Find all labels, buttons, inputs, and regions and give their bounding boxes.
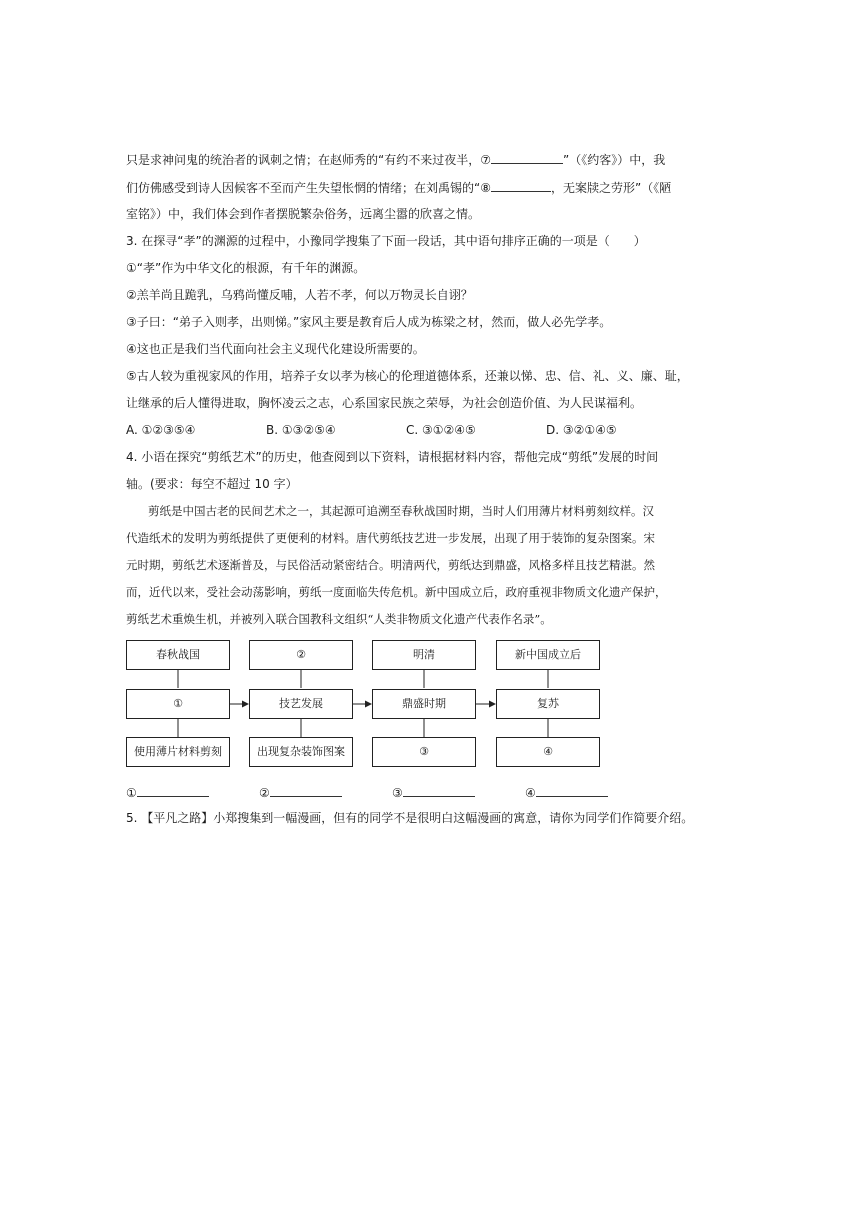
answer-1-blank[interactable] bbox=[137, 785, 209, 797]
q3-option-c[interactable]: C. ③①②④⑤ bbox=[406, 423, 476, 437]
q4-stem-2: 轴。(要求：每空不超过 10 字） bbox=[126, 477, 298, 491]
answer-4-blank[interactable] bbox=[536, 785, 608, 797]
q3-stem: 3. 在探寻“孝”的渊源的过程中，小豫同学搜集了下面一段话，其中语句排序正确的一项是（ ） bbox=[126, 234, 646, 248]
timeline-stage-2: 技艺发展 bbox=[249, 689, 353, 719]
timeline-stage-3: 鼎盛时期 bbox=[372, 689, 476, 719]
q3-sentence-2: ②羔羊尚且跪乳，乌鸦尚懂反哺，人若不孝，何以万物灵长自诩？ bbox=[126, 288, 473, 302]
timeline-detail-3[interactable]: ③ bbox=[372, 737, 476, 767]
answer-3-label: ③ bbox=[392, 786, 403, 800]
answer-2[interactable] bbox=[259, 785, 342, 800]
q2-line-2-a: 们仿佛感受到诗人因候客不至而产生失望怅惘的情绪；在刘禹锡的“⑧ bbox=[126, 181, 491, 195]
q2-line-1-b: ”（《约客》）中，我 bbox=[562, 153, 666, 167]
answer-2-label: ② bbox=[259, 786, 270, 800]
answer-4-label: ④ bbox=[525, 786, 536, 800]
q4-material-1: 剪纸是中国古老的民间艺术之一，其起源可追溯至春秋战国时期，当时人们用薄片材料剪刻纹样。汉 bbox=[148, 504, 654, 518]
timeline-detail-2: 出现复杂装饰图案 bbox=[249, 737, 353, 767]
timeline-detail-1: 使用薄片材料剪刻 bbox=[126, 737, 230, 767]
q4-material-4: 而，近代以来，受社会动荡影响，剪纸一度面临失传危机。新中国成立后，政府重视非物质文化遗产保护， bbox=[126, 585, 667, 599]
q3-sentence-3: ③子曰：“弟子入则孝，出则悌。”家风主要是教育后人成为栋梁之材，然而，做人必先学孝。 bbox=[126, 315, 612, 329]
q3-option-d[interactable]: D. ③②①④⑤ bbox=[546, 423, 617, 437]
answer-1[interactable] bbox=[126, 785, 209, 800]
q2-line-2-b: ，无案牍之劳形”（《陋 bbox=[550, 181, 672, 195]
timeline-detail-4[interactable]: ④ bbox=[496, 737, 600, 767]
answer-3-blank[interactable] bbox=[403, 785, 475, 797]
q4-stem-1: 4. 小语在探究“剪纸艺术”的历史，他查阅到以下资料，请根据材料内容，帮他完成“剪纸”发展的时间 bbox=[126, 450, 659, 464]
q3-sentence-5a: ⑤古人较为重视家风的作用，培养子女以孝为核心的伦理道德体系，还兼以悌、忠、信、礼、义、廉、耻， bbox=[126, 369, 689, 383]
q4-material-2: 代造纸术的发明为剪纸提供了更便利的材料。唐代剪纸技艺进一步发展，出现了用于装饰的复杂图案。宋 bbox=[126, 531, 655, 545]
q4-material-3: 元时期，剪纸艺术逐渐普及，与民俗活动紧密结合。明清两代，剪纸达到鼎盛，风格多样且技艺精湛。然 bbox=[126, 558, 655, 572]
q3-sentence-4: ④这也正是我们当代面向社会主义现代化建设所需要的。 bbox=[126, 342, 425, 356]
q3-option-b[interactable]: B. ①③②⑤④ bbox=[266, 423, 336, 437]
answer-2-blank[interactable] bbox=[270, 785, 342, 797]
q3-option-a[interactable]: A. ①②③⑤④ bbox=[126, 423, 196, 437]
timeline-period-3: 明清 bbox=[372, 640, 476, 670]
q2-line-3: 室铭》）中，我们体会到作者摆脱繁杂俗务，远离尘嚣的欣喜之情。 bbox=[126, 207, 481, 221]
timeline-stage-1[interactable]: ① bbox=[126, 689, 230, 719]
timeline-period-2[interactable]: ② bbox=[249, 640, 353, 670]
answer-3[interactable] bbox=[392, 785, 475, 800]
q5-stem: 5. 【平凡之路】小郑搜集到一幅漫画，但有的同学不是很明白这幅漫画的寓意，请你为同学们作简要介绍。 bbox=[126, 811, 694, 825]
answer-4[interactable] bbox=[525, 785, 608, 800]
q3-sentence-5b: 让继承的后人懂得进取，胸怀凌云之志，心系国家民族之荣辱，为社会创造价值、为人民谋福利。 bbox=[126, 396, 643, 410]
timeline-period-4: 新中国成立后 bbox=[496, 640, 600, 670]
q4-material-5: 剪纸艺术重焕生机，并被列入联合国教科文组织“人类非物质文化遗产代表作名录”。 bbox=[126, 612, 552, 626]
timeline-period-1: 春秋战国 bbox=[126, 640, 230, 670]
q2-line-1-a: 只是求神问鬼的统治者的讽刺之情；在赵师秀的“有约不来过夜半，⑦ bbox=[126, 153, 491, 167]
timeline-stage-4: 复苏 bbox=[496, 689, 600, 719]
answer-1-label: ① bbox=[126, 786, 137, 800]
q3-sentence-1: ①“孝”作为中华文化的根源，有千年的渊源。 bbox=[126, 261, 366, 275]
